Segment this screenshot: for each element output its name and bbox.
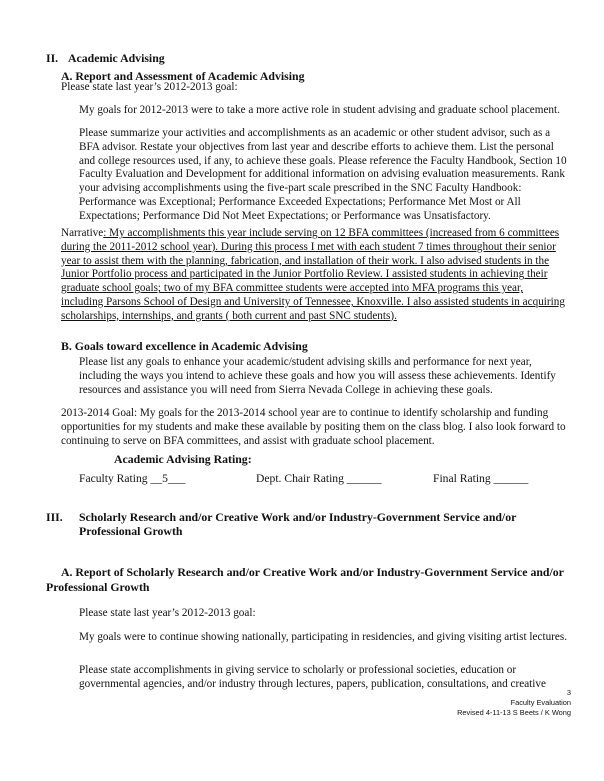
section-3-title: Scholarly Research and/or Creative Work and/or Industry-Government Service and/or Professional Growth: [79, 510, 517, 539]
section-2-heading: [46, 51, 165, 65]
faculty-rating: Faculty Rating __5___: [79, 472, 186, 485]
dept-chair-rating: Dept. Chair Rating ______: [256, 472, 382, 485]
narrative-text: : My accomplishments this year include serving on 12 BFA committees (increased from 6 committees during the 2011-2012 school year). During this process I met with each student 7 times throughout their senior year to assist them with the planning, fabrication, and installation of their work. I also advised students in the Junior Portfolio process and participated in the Junior Portfolio Review. I assisted students in achieving their graduate school goals; two of my BFA committee students were accepted into MFA programs this year, including Parsons School of Design and University of Tennessee, Knoxville. I also assisted students in acquiring scholarships, internships, and grants ( both current and past SNC students).: [61, 227, 565, 322]
section-2a-goal: My goals for 2012-2013 were to take a more active role in student advising and graduate school placement.: [79, 104, 560, 116]
section-2a-heading: A. Report and Assessment of Academic Advising: [61, 69, 305, 83]
advising-narrative: [61, 227, 567, 324]
section-3a-prompt: Please state last year’s 2012-2013 goal:: [79, 607, 256, 619]
section-2a-prompt: Please state last year’s 2012-2013 goal:: [61, 81, 238, 93]
section-2-title: Academic Advising: [68, 51, 165, 65]
section-2b-heading: B. Goals toward excellence in Academic Advising: [61, 339, 308, 353]
section-2-number: II.: [46, 51, 59, 65]
section-3-number: III.: [46, 510, 63, 524]
section-3a-instructions: Please state accomplishments in giving service to scholarly or professional societies, education or governmental agencies, and/or industry through lectures, papers, publication, consultations, and creative: [79, 664, 546, 690]
section-3a-goal: My goals were to continue showing nationally, participating in residencies, and giving visiting artist lectures.: [79, 631, 567, 643]
section-2b-instructions: Please list any goals to enhance your academic/student advising skills and performance for next year, including the ways you intend to achieve these goals and how you will assess these achievements. Identify resources and assistance you will need from Sierra Nevada College in achieving these goals.: [79, 356, 556, 396]
footer-title: Faculty Evaluation: [510, 698, 571, 707]
final-rating: Final Rating ______: [433, 472, 529, 485]
page-footer: [371, 688, 571, 718]
page-number: 3: [566, 688, 571, 697]
section-2b-goal: 2013-2014 Goal: My goals for the 2013-2014 school year are to continue to identify scholarship and funding opportunities for my students and make these available by positing them on the class blog. I also look forward to continuing to serve on BFA committees, and assist with graduate school placement.: [61, 407, 566, 447]
section-2a-instructions: Please summarize your activities and accomplishments as an academic or other student advisor, such as a BFA advisor. Restate your objectives from last year and describe efforts to achieve them. List the personal and college resources used, if any, to achieve these goals. Please reference the Faculty Handbook, Section 10 Faculty Evaluation and Development for additional information on advising evaluation measurements. Rank your advising accomplishments using the five-part scale prescribed in the SNC Faculty Handbook: Performance was Exceptional; Performance Exceeded Expectations; Performance Met Most or All Expectations; Performance Did Not Meet Expectations; or Performance was Unsatisfactory.: [79, 127, 567, 222]
advising-rating-heading: Academic Advising Rating:: [114, 452, 252, 466]
narrative-label: Narrative: [61, 227, 104, 239]
section-3a-heading: A. Report of Scholarly Research and/or Creative Work and/or Industry-Government Service and/or Professional Growth: [46, 565, 564, 594]
footer-revision: Revised 4-11-13 S Beets / K Wong: [457, 708, 571, 717]
